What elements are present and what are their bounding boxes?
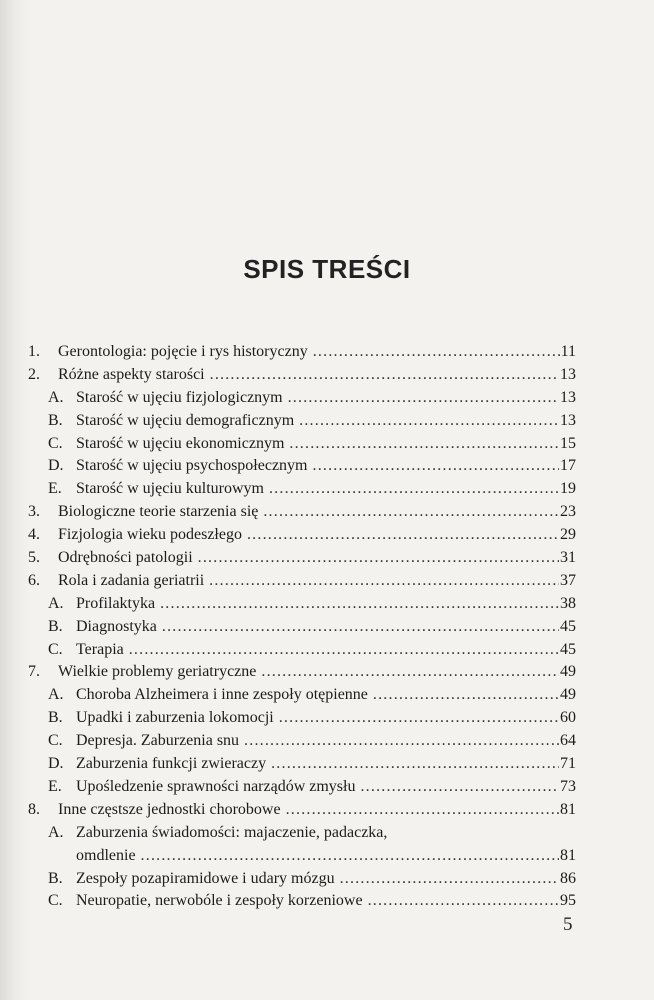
- toc-entry-title: Rola i zadania geriatrii: [58, 571, 205, 589]
- dot-leader: [279, 707, 559, 730]
- toc-entry-number: 3.: [28, 503, 40, 521]
- toc-entry: [28, 822, 576, 868]
- dot-leader: [141, 845, 559, 868]
- toc-entry-page: 64: [560, 732, 576, 750]
- dot-leader: [210, 364, 559, 387]
- toc-entry-number: B.: [48, 709, 63, 727]
- toc-entry-title: Starość w ujęciu ekonomicznym: [76, 434, 285, 452]
- toc-entry: [28, 799, 576, 822]
- toc-entry-number: C.: [48, 434, 63, 452]
- toc-entry: [28, 547, 576, 570]
- toc-entry-number: C.: [48, 732, 63, 750]
- toc-entry: [28, 501, 576, 524]
- toc-entry-title: Starość w ujęciu fizjologicznym: [76, 388, 283, 406]
- toc-entry-number: B.: [48, 411, 63, 429]
- toc-entry-number: A.: [48, 686, 64, 704]
- toc-entry: [28, 868, 576, 891]
- dot-leader: [261, 661, 559, 684]
- toc-entry-page: 73: [560, 777, 576, 795]
- dot-leader: [263, 501, 559, 524]
- toc-entry-title: Inne częstsze jednostki chorobowe: [58, 800, 281, 818]
- toc-entry-page: 60: [560, 709, 576, 727]
- toc-entry: [28, 433, 576, 456]
- dot-leader: [288, 387, 559, 410]
- toc-entry-page: 17: [560, 457, 576, 475]
- toc-entry-title: Starość w ujęciu psychospołecznym: [76, 457, 308, 475]
- toc-entry-page: 86: [560, 869, 576, 887]
- dot-leader: [209, 570, 559, 593]
- dot-leader: [286, 799, 559, 822]
- toc-entry: [28, 570, 576, 593]
- toc-entry-page: 71: [560, 755, 576, 773]
- toc-entry: [28, 616, 576, 639]
- toc-entry-number: D.: [48, 457, 64, 475]
- dot-leader: [271, 753, 559, 776]
- dot-leader: [360, 776, 559, 799]
- toc-entry-page: 81: [560, 800, 576, 818]
- toc-entry-page: 13: [560, 411, 576, 429]
- dot-leader: [313, 455, 560, 478]
- toc-entry-title: Starość w ujęciu demograficznym: [76, 411, 295, 429]
- toc-entry: [28, 684, 576, 707]
- dot-leader: [299, 410, 559, 433]
- toc-entry-title: Gerontologia: pojęcie i rys historyczny: [58, 343, 308, 360]
- toc-entry-page: 13: [560, 388, 576, 406]
- toc-entry-title: Profilaktyka: [76, 594, 156, 612]
- toc-entry-title: Choroba Alzheimera i inne zespoły otępienne: [76, 686, 368, 704]
- toc-entry: [28, 730, 576, 753]
- toc-entry-title: Zaburzenia funkcji zwieraczy: [76, 755, 267, 773]
- toc-entry-page: 15: [560, 434, 576, 452]
- dot-leader: [160, 593, 559, 616]
- toc-entry-title: Zaburzenia świadomości: majaczenie, padaczka,: [76, 823, 388, 841]
- dot-leader: [313, 341, 560, 364]
- toc-entry: [28, 890, 576, 913]
- toc-entry-title: Wielkie problemy geriatryczne: [58, 663, 257, 681]
- toc-entry: [28, 776, 576, 799]
- toc-entry: [28, 387, 576, 410]
- toc-entry-title: Depresja. Zaburzenia snu: [76, 732, 240, 750]
- dot-leader: [269, 478, 559, 501]
- dot-leader: [247, 524, 559, 547]
- toc-entry-number: E.: [48, 480, 62, 498]
- dot-leader: [244, 730, 559, 753]
- toc-entry-page: 11: [560, 343, 576, 360]
- toc-entry-number: 2.: [28, 365, 40, 383]
- dot-leader: [373, 684, 559, 707]
- page-title: SPIS TREŚCI: [243, 254, 411, 284]
- toc-entry: [28, 639, 576, 662]
- toc-entry-page: 95: [560, 892, 576, 910]
- toc-entry-title: Terapia: [76, 640, 124, 658]
- toc-entry-page: 31: [560, 549, 576, 567]
- toc-entry-title: Odrębności patologii: [58, 549, 193, 567]
- toc-entry-title: Neuropatie, nerwobóle i zespoły korzeniowe: [76, 892, 363, 910]
- toc-entry-number: B.: [48, 617, 63, 635]
- toc-entry-number: 1.: [28, 343, 40, 360]
- toc-entry-number: 4.: [28, 526, 40, 544]
- toc-entry: [28, 341, 576, 364]
- toc-entry: [28, 593, 576, 616]
- toc-entry-page: 38: [560, 594, 576, 612]
- toc-entry-number: 7.: [28, 663, 40, 681]
- toc-entry: [28, 410, 576, 433]
- toc-entry-title-continued: omdlenie: [76, 846, 136, 864]
- toc-entry: [28, 478, 576, 501]
- toc-entry-number: E.: [48, 777, 62, 795]
- toc-entry-title: Zespoły pozapiramidowe i udary mózgu: [76, 869, 335, 887]
- toc-entry-number: A.: [48, 823, 64, 841]
- toc-entry-number: 5.: [28, 549, 40, 567]
- dot-leader: [129, 639, 559, 662]
- toc-entry-number: D.: [48, 755, 64, 773]
- dot-leader: [198, 547, 559, 570]
- toc-entry-page: 49: [560, 663, 576, 681]
- toc-entry-title: Upośledzenie sprawności narządów zmysłu: [76, 777, 356, 795]
- toc-entry-title: Starość w ujęciu kulturowym: [76, 480, 264, 498]
- toc-entry-page: 45: [560, 640, 576, 658]
- dot-leader: [162, 616, 559, 639]
- toc-entry-number: 6.: [28, 571, 40, 589]
- toc-entry-title: Fizjologia wieku podeszłego: [58, 526, 242, 544]
- toc-entry-number: A.: [48, 594, 64, 612]
- page-number: 5: [563, 914, 573, 935]
- toc-entry-title: Biologiczne teorie starzenia się: [58, 503, 259, 521]
- toc-entry-page: 19: [560, 480, 576, 498]
- toc-entry-number: A.: [48, 388, 64, 406]
- toc-entry: [28, 753, 576, 776]
- toc-entry: [28, 455, 576, 478]
- toc-entry-page: 37: [560, 571, 576, 589]
- toc-entry-number: C.: [48, 892, 63, 910]
- toc-entry-page: 23: [560, 503, 576, 521]
- toc-entry-page: 29: [560, 526, 576, 544]
- dot-leader: [289, 433, 559, 456]
- toc-entry-page: 49: [560, 686, 576, 704]
- toc-entry-number: 8.: [28, 800, 40, 818]
- toc-entry-number: B.: [48, 869, 63, 887]
- toc-entry-number: C.: [48, 640, 63, 658]
- toc-entry: [28, 661, 576, 684]
- toc-entry-title: Diagnostyka: [76, 617, 157, 635]
- toc-entry-page: 81: [560, 846, 576, 864]
- toc-entry: [28, 524, 576, 547]
- toc-entry-title: Upadki i zaburzenia lokomocji: [76, 709, 274, 727]
- toc-entry-title: Różne aspekty starości: [58, 365, 205, 383]
- table-of-contents: [28, 341, 576, 913]
- dot-leader: [368, 890, 559, 913]
- toc-entry-page: 45: [560, 617, 576, 635]
- toc-entry: [28, 707, 576, 730]
- toc-entry-page: 13: [560, 365, 576, 383]
- toc-entry: [28, 364, 576, 387]
- dot-leader: [340, 868, 559, 891]
